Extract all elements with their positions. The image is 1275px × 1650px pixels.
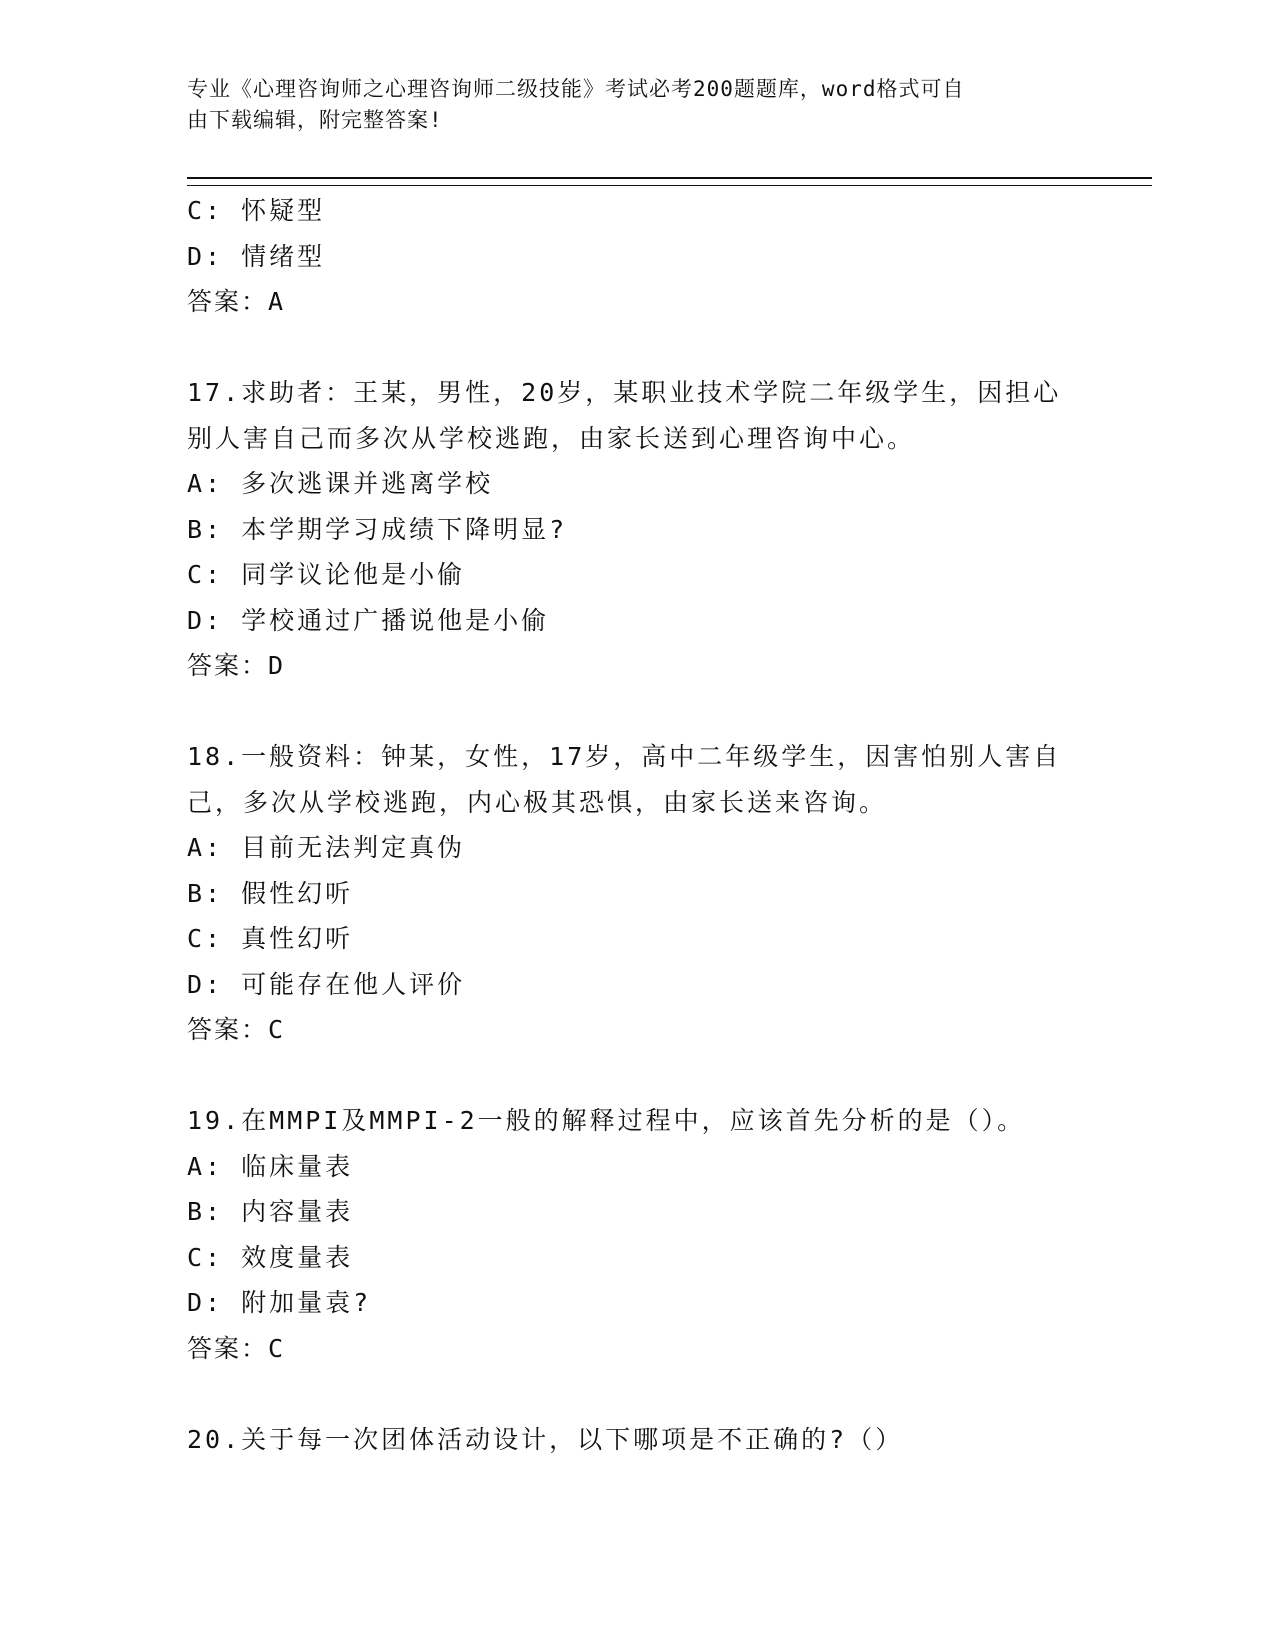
answer-line: 答案：C <box>187 1015 286 1044</box>
option-c: C: 真性幻听 <box>187 924 354 953</box>
question-stem: 18.一般资料：钟某，女性，17岁，高中二年级学生，因害怕别人害自 <box>187 742 1062 771</box>
option-c: C: 效度量表 <box>187 1242 354 1272</box>
option-a: A: 临床量表 <box>187 1151 354 1181</box>
question-block-19 <box>187 1098 1087 1371</box>
option-b: B: 本学期学习成绩下降明显? <box>187 514 568 544</box>
question-block-16 <box>187 188 1087 325</box>
spacer <box>187 1371 1087 1417</box>
option-c: C: 同学议论他是小偷 <box>187 560 466 589</box>
question-stem: 己，多次从学校逃跑，内心极其恐惧，由家长送来咨询。 <box>187 787 888 817</box>
question-stem: 17.求助者：王某，男性，20岁，某职业技术学院二年级学生，因担心 <box>187 378 1062 407</box>
question-block-17 <box>187 370 1087 689</box>
option-a: A: 多次逃课并逃离学校 <box>187 469 494 498</box>
question-list <box>187 188 1087 1462</box>
question-block-18 <box>187 734 1087 1053</box>
question-stem: 别人害自己而多次从学校逃跑，由家长送到心理咨询中心。 <box>187 423 916 453</box>
option-d: D: 可能存在他人评价 <box>187 969 466 999</box>
option-a: A: 目前无法判定真伪 <box>187 833 466 862</box>
option-d: D: 学校通过广播说他是小偷 <box>187 605 550 635</box>
option-b: B: 假性幻听 <box>187 878 354 908</box>
spacer <box>187 1053 1087 1099</box>
spacer <box>187 689 1087 735</box>
answer-line: 答案：A <box>187 287 286 316</box>
header-line-1: 专业《心理咨询师之心理咨询师二级技能》考试必考200题题库，word格式可自 <box>187 77 965 101</box>
answer-line: 答案：D <box>187 651 286 680</box>
option-d: D: 附加量袁? <box>187 1288 372 1317</box>
question-stem: 20.关于每一次团体活动设计，以下哪项是不正确的?（） <box>187 1424 904 1454</box>
option-c: C: 怀疑型 <box>187 196 326 225</box>
question-block-20 <box>187 1417 1087 1463</box>
option-d: D: 情绪型 <box>187 241 326 271</box>
document-header <box>187 74 1067 136</box>
header-divider <box>187 177 1152 186</box>
header-line-2: 由下载编辑，附完整答案! <box>187 108 443 132</box>
answer-line: 答案：C <box>187 1333 286 1363</box>
spacer <box>187 325 1087 371</box>
option-b: B: 内容量表 <box>187 1197 354 1226</box>
question-stem: 19.在MMPI及MMPI-2一般的解释过程中，应该首先分析的是（）。 <box>187 1106 1026 1135</box>
